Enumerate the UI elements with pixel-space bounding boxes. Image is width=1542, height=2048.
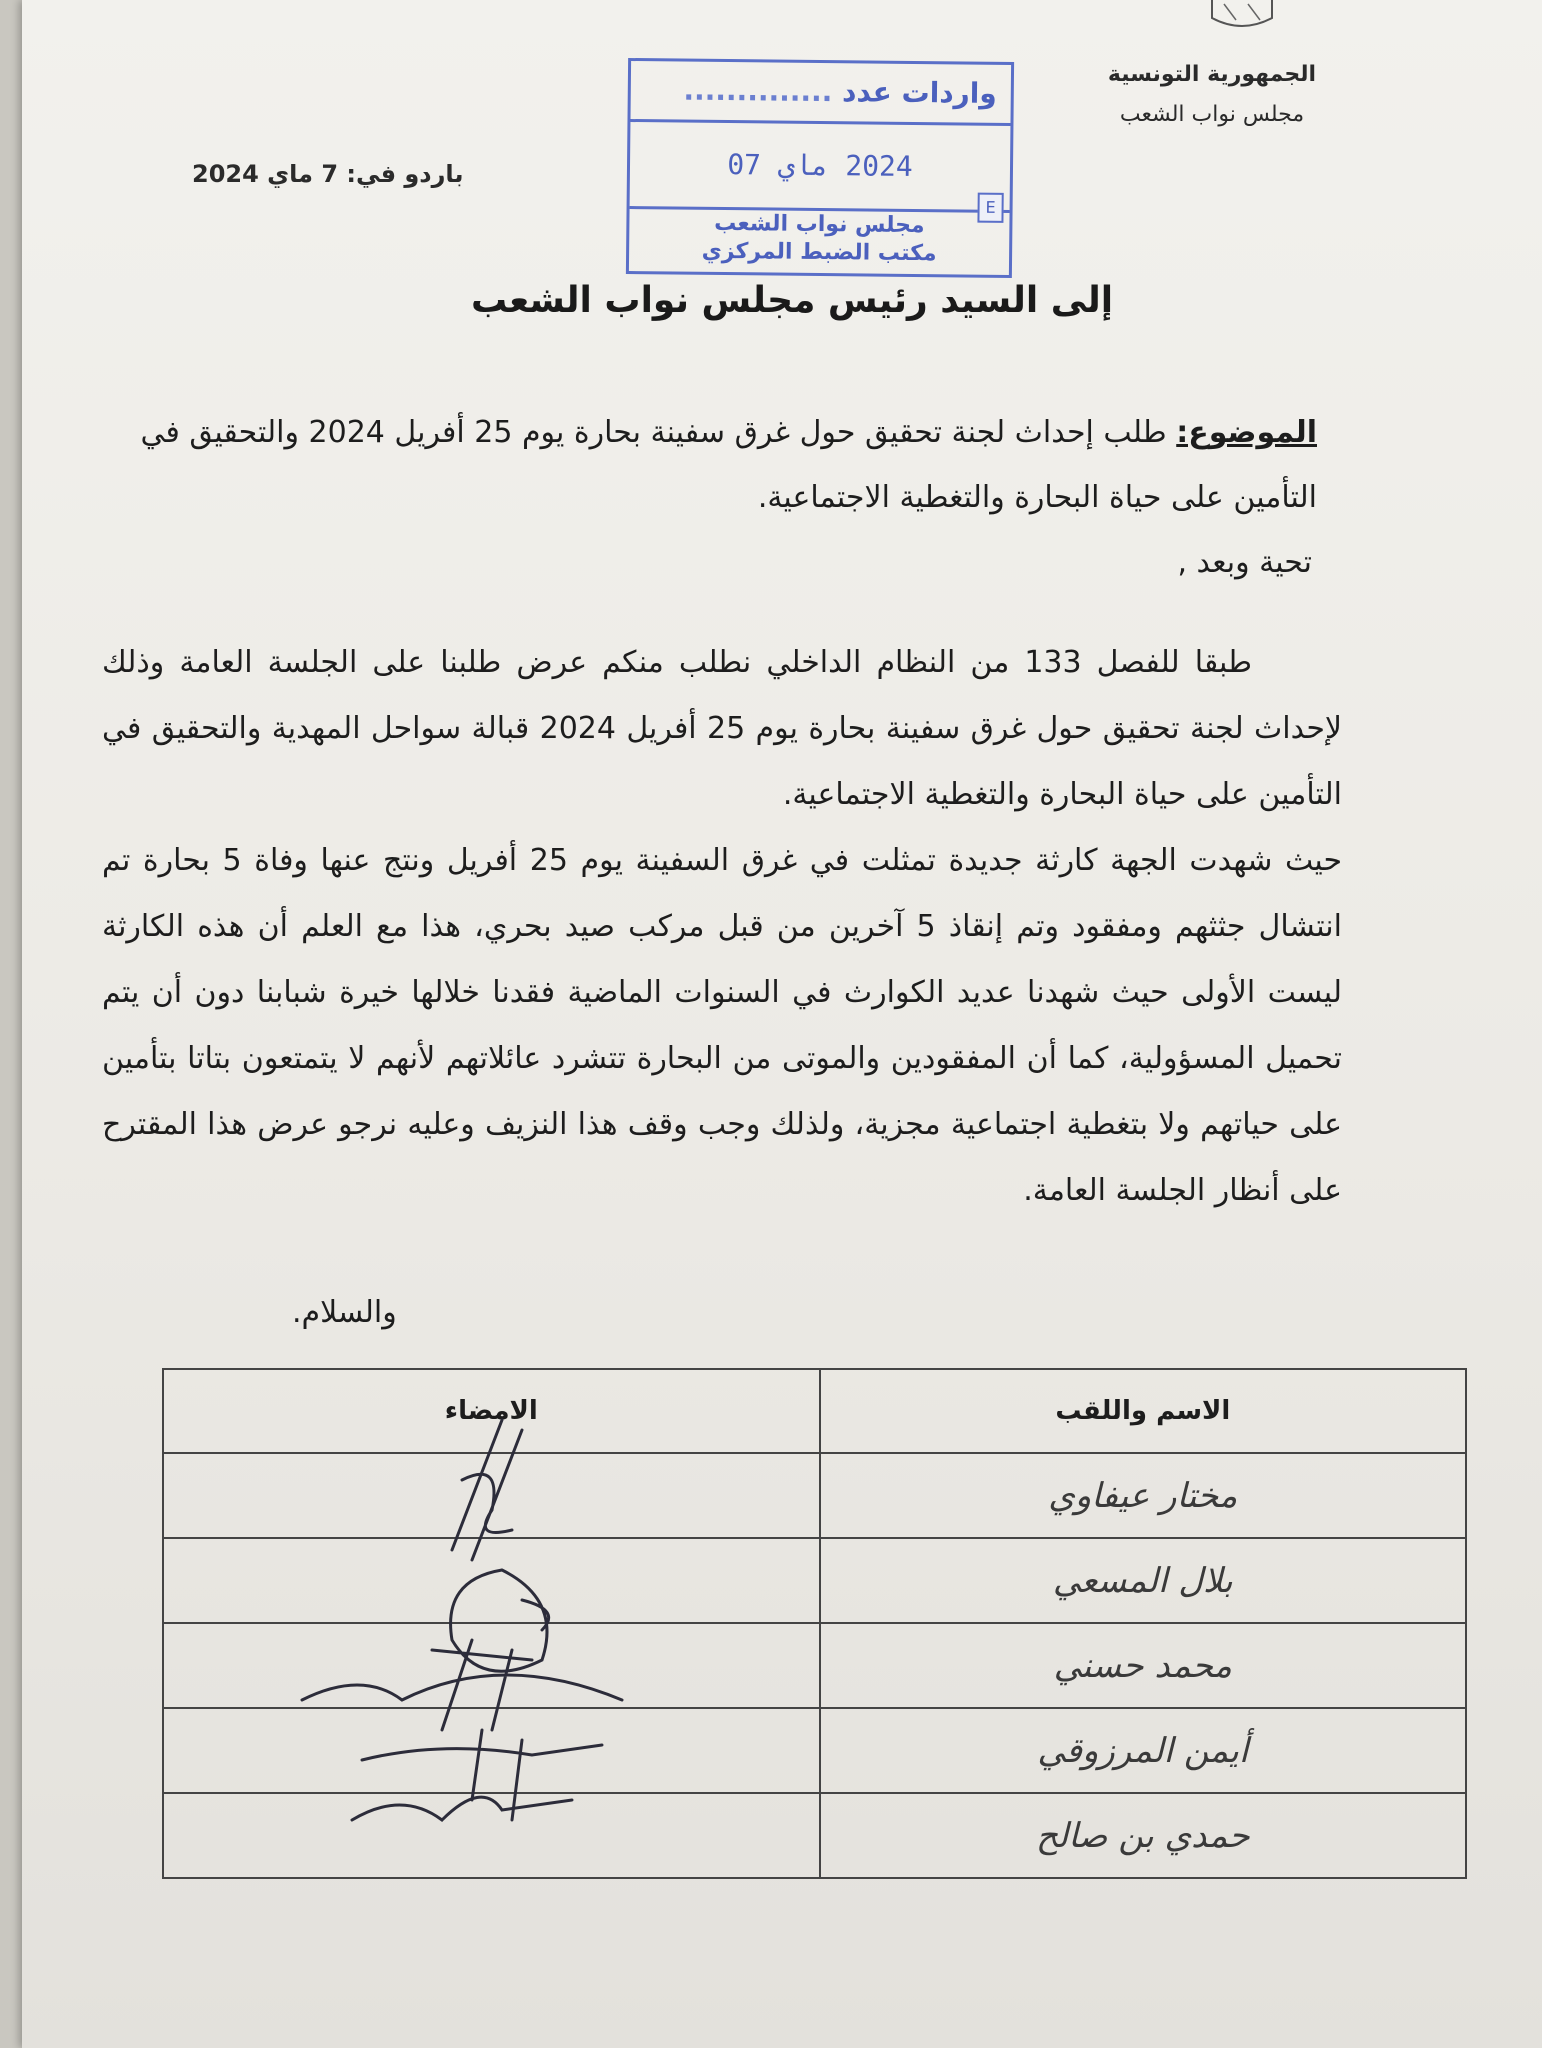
- signer-name: محمد حسني: [820, 1623, 1466, 1708]
- column-header-signature: الامضاء: [163, 1369, 820, 1453]
- institution-name: مجلس نواب الشعب: [1119, 102, 1305, 127]
- table-row: [163, 1453, 1466, 1538]
- table-row: [163, 1793, 1466, 1878]
- body-paragraph: حيث شهدت الجهة كارثة جديدة تمثلت في غرق السفينة يوم 25 أفريل ونتج عنها وفاة 5 بحارة تم انتشال جثثهم ومفقود وتم إنقاذ 5 آخرين من قبل مركب صيد بحري، هذا مع العلم أن هذه الكارثة ليست الأولى حيث شهدنا عديد الكوارث في السنوات الماضية فقدنا خلالها خيرة شبابنا دون أن يتم تحميل المسؤولية، كما أن المفقودين والموتى من البحارة تتشرد عائلاتهم لأنهم لا يتمتعون بتاتا بتأمين على حياتهم ولا بتغطية اجتماعية مجزية، ولذلك وجب وقف هذا النزيف وعليه نرجو عرض هذا المقترح على أنظار الجلسة العامة.: [102, 843, 1342, 1208]
- column-header-name: الاسم واللقب: [820, 1369, 1466, 1453]
- letterhead: [1052, 55, 1372, 135]
- signature-cell: [163, 1538, 820, 1623]
- body-paragraph: طبقا للفصل 133 من النظام الداخلي نطلب منكم عرض طلبنا على الجلسة العامة وذلك لإحداث لجنة تحقيق حول غرق سفينة بحارة يوم 25 أفريل 2024 قبالة سواحل المهدية والتحقيق في التأمين على حياة البحارة والتغطية الاجتماعية.: [102, 645, 1343, 812]
- signer-name: أيمن المرزوقي: [820, 1708, 1466, 1793]
- stamp-label-row: [630, 61, 1011, 126]
- signature-cell: [163, 1453, 820, 1538]
- subject-text: طلب إحداث لجنة تحقيق حول غرق سفينة بحارة يوم 25 أفريل 2024 والتحقيق في التأمين على حياة البحارة والتغطية الاجتماعية.: [140, 415, 1317, 515]
- closing: والسلام.: [292, 1295, 397, 1330]
- signature-cell: [163, 1793, 820, 1878]
- table-row: [163, 1623, 1466, 1708]
- document-sheet: [22, 0, 1542, 2048]
- table-header-row: [163, 1369, 1466, 1453]
- country-name: الجمهورية التونسية: [1107, 62, 1317, 87]
- signature-cell: [163, 1623, 820, 1708]
- subject-block: [137, 400, 1317, 530]
- table-row: [163, 1538, 1466, 1623]
- subject-label: الموضوع:: [1176, 415, 1317, 450]
- date-line: باردو في: 7 ماي 2024: [192, 160, 464, 188]
- addressee-title: إلى السيد رئيس مجلس نواب الشعب: [470, 280, 1114, 321]
- coat-of-arms-icon: [1202, 0, 1282, 30]
- stamp-office: [629, 209, 1010, 269]
- stamp-date: 2024 ماي 07: [630, 122, 1011, 213]
- signer-name: حمدي بن صالح: [820, 1793, 1466, 1878]
- table-row: [163, 1708, 1466, 1793]
- stamp-label: واردات عدد: [841, 75, 997, 110]
- stamp-office-line2: مكتب الضبط المركزي: [701, 238, 937, 267]
- reception-stamp: [626, 58, 1014, 278]
- stamp-office-line1: مجلس نواب الشعب: [714, 210, 925, 239]
- greeting: تحية وبعد ,: [1177, 545, 1312, 580]
- signature-cell: [163, 1708, 820, 1793]
- letter-body: [102, 630, 1342, 1224]
- signature-table: [162, 1368, 1467, 1879]
- stamp-tag: E: [977, 193, 1003, 223]
- stamp-dots: ..............: [683, 73, 833, 109]
- signer-name: مختار عيفاوي: [820, 1453, 1466, 1538]
- signer-name: بلال المسعي: [820, 1538, 1466, 1623]
